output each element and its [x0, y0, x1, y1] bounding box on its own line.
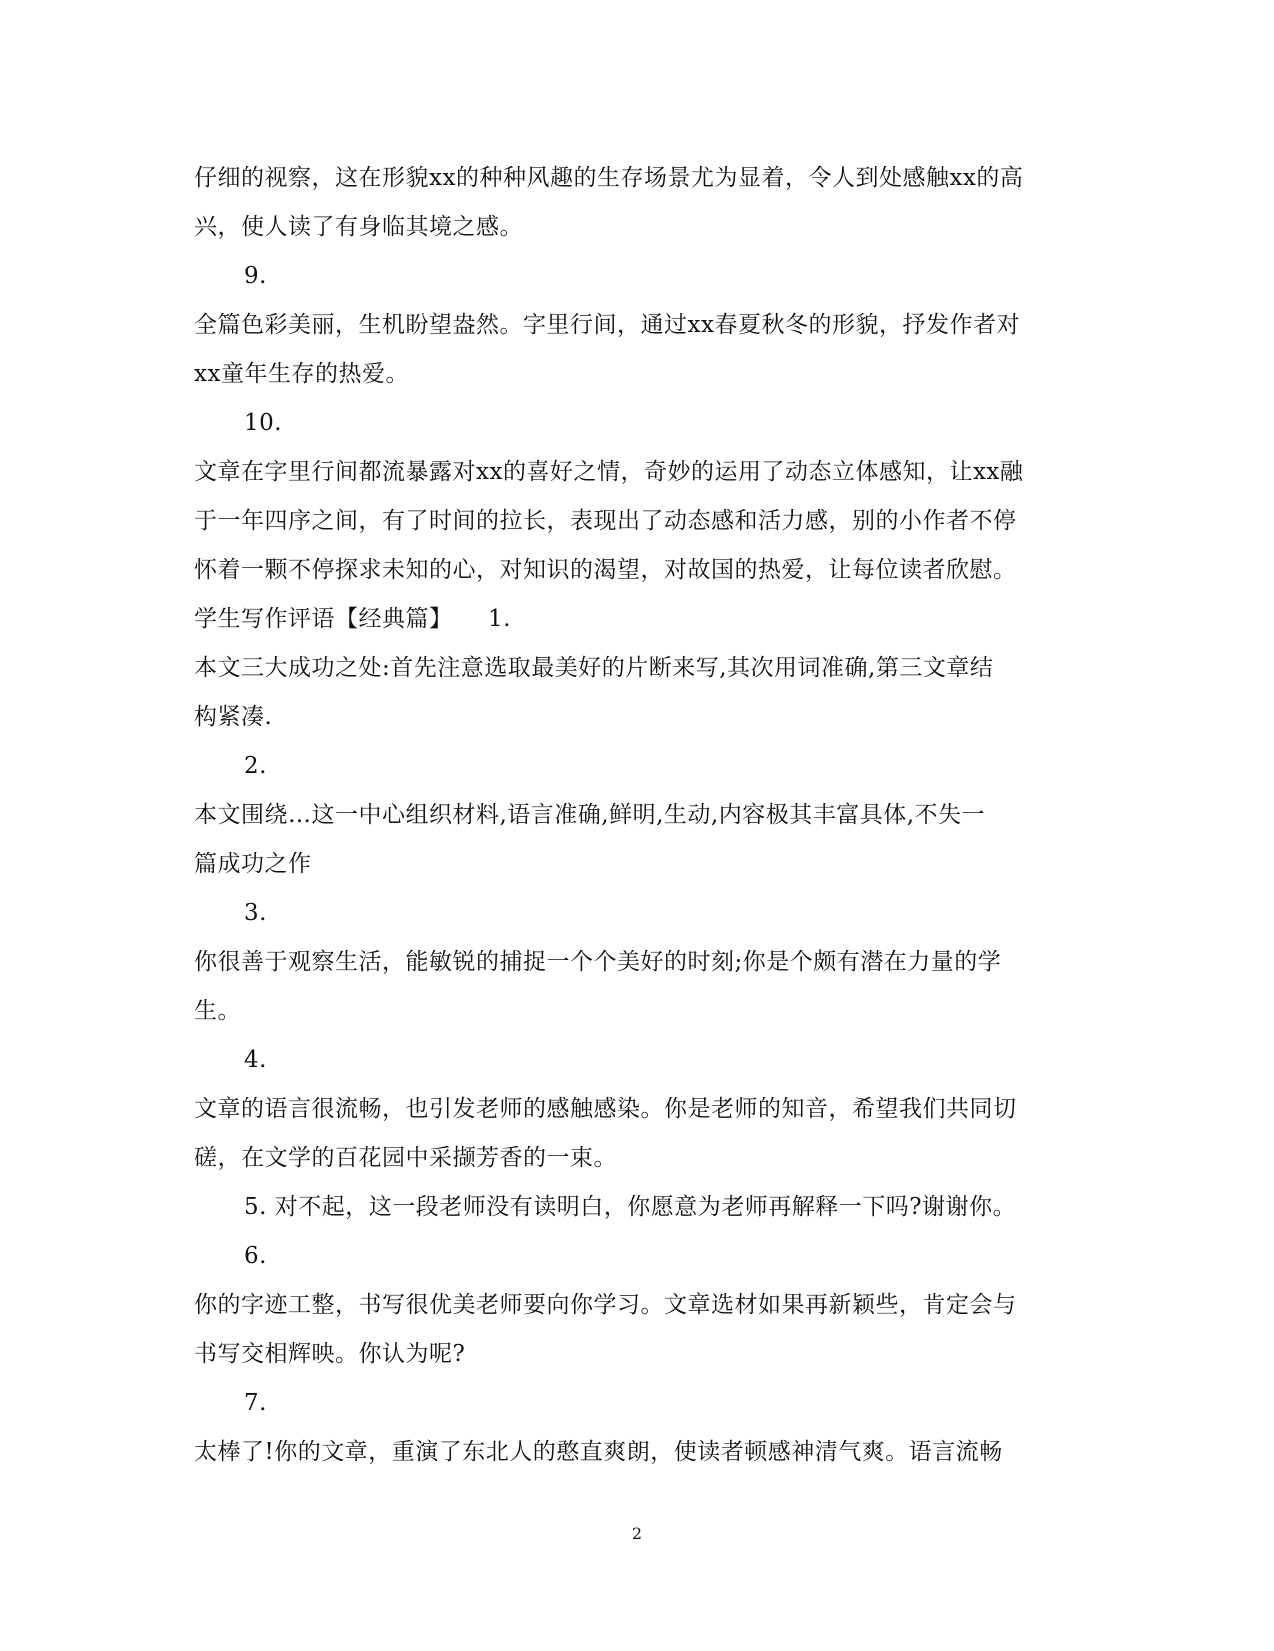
paragraph-line: 本文围绕…这一中心组织材料,语言准确,鲜明,生动,内容极其丰富具体,不失一 — [194, 802, 986, 828]
item-number: 2. — [244, 753, 267, 779]
paragraph-line: 仔细的视察，这在形貌xx的种种风趣的生存场景尤为显着，令人到处感触xx的高 — [194, 165, 1024, 191]
section-heading: 学生写作评语【经典篇】 1. — [194, 606, 511, 632]
paragraph-line: 太棒了!你的文章，重演了东北人的憨直爽朗，使读者顿感神清气爽。语言流畅 — [194, 1439, 1003, 1465]
paragraph-line: 于一年四序之间，有了时间的拉长，表现出了动态感和活力感，别的小作者不停 — [194, 508, 1017, 534]
item-number: 6. — [244, 1243, 267, 1269]
paragraph-line: 构紧凑. — [194, 704, 273, 730]
paragraph-line: 篇成功之作 — [194, 851, 312, 877]
paragraph-line: 文章在字里行间都流暴露对xx的喜好之情，奇妙的运用了动态立体感知，让xx融 — [194, 459, 1024, 485]
paragraph-line: 你很善于观察生活，能敏锐的捕捉一个个美好的时刻;你是个颇有潜在力量的学 — [194, 949, 1002, 975]
item-number: 9. — [244, 263, 267, 289]
paragraph-line: 文章的语言很流畅，也引发老师的感触感染。你是老师的知音，希望我们共同切 — [194, 1096, 1017, 1122]
paragraph-line: 书写交相辉映。你认为呢? — [194, 1341, 466, 1367]
page-number: 2 — [631, 1524, 643, 1543]
item-number: 3. — [244, 900, 267, 926]
paragraph-line: 生。 — [194, 998, 241, 1024]
paragraph-line: 本文三大成功之处:首先注意选取最美好的片断来写,其次用词准确,第三文章结 — [194, 655, 994, 681]
paragraph-line: 兴，使人读了有身临其境之感。 — [194, 214, 523, 240]
paragraph-line: 你的字迹工整，书写很优美老师要向你学习。文章选材如果再新颖些，肯定会与 — [194, 1292, 1017, 1318]
paragraph-line: 全篇色彩美丽，生机盼望盎然。字里行间，通过xx春夏秋冬的形貌，抒发作者对 — [194, 312, 1020, 338]
document-body — [194, 154, 1074, 1477]
paragraph-line: xx童年生存的热爱。 — [194, 361, 409, 387]
item-number: 7. — [244, 1390, 267, 1416]
item-number: 10. — [244, 410, 283, 436]
item-number: 4. — [244, 1047, 267, 1073]
paragraph-line: 5. 对不起，这一段老师没有读明白，你愿意为老师再解释一下吗?谢谢你。 — [244, 1194, 1017, 1220]
paragraph-line: 怀着一颗不停探求未知的心，对知识的渴望，对故国的热爱，让每位读者欣慰。 — [194, 557, 1017, 583]
paragraph-line: 磋，在文学的百花园中采撷芳香的一束。 — [194, 1145, 617, 1171]
